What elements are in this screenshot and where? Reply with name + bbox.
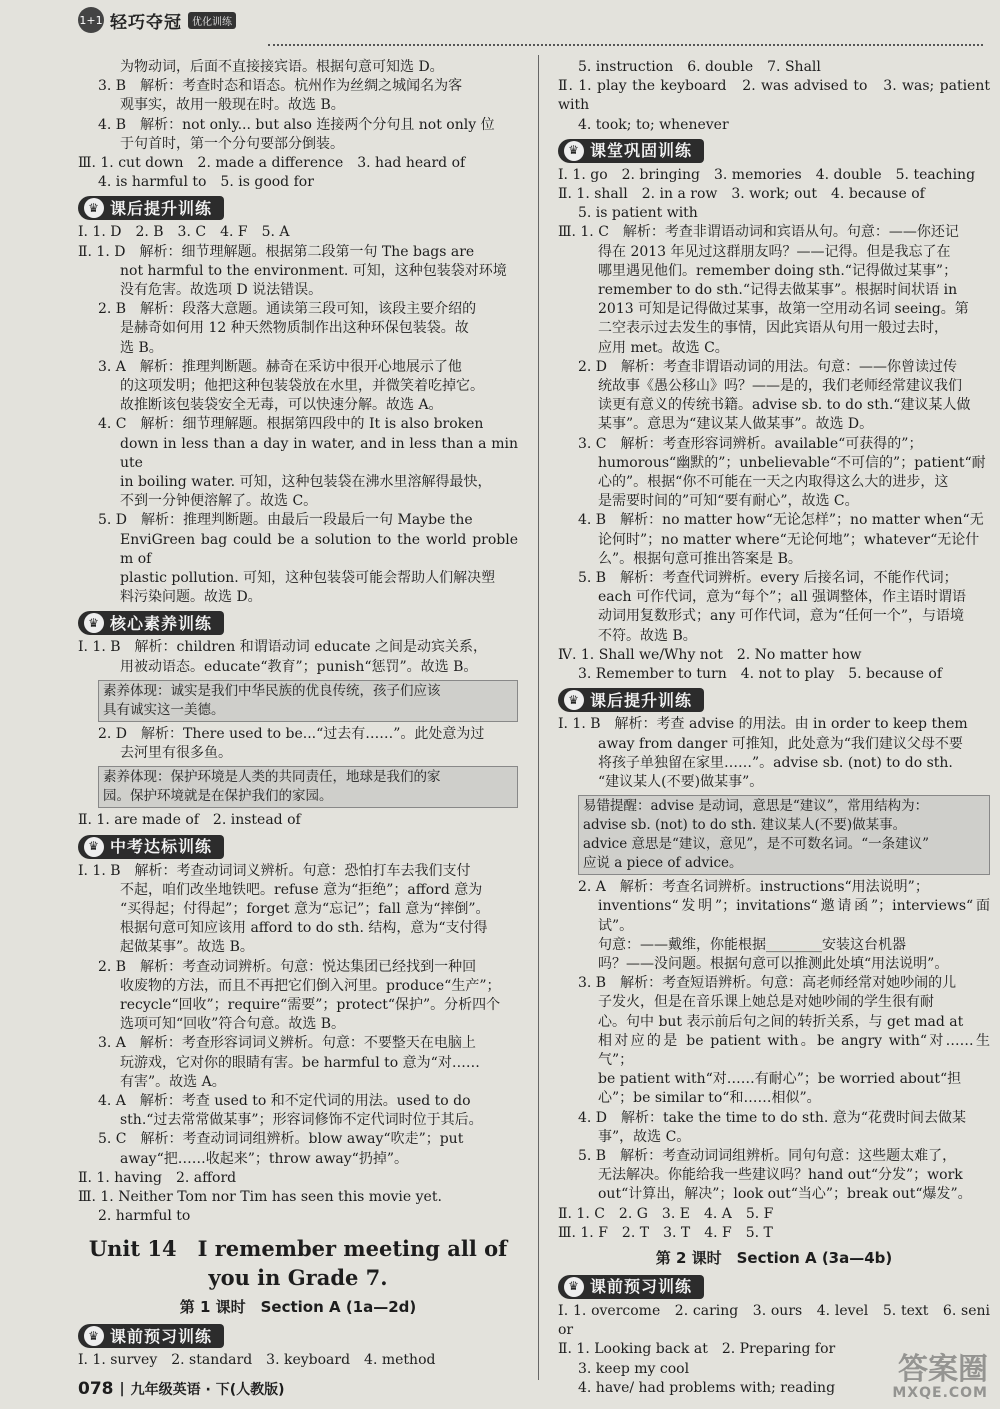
answer-line: 应用 met。故选 C。	[598, 339, 729, 356]
section-heading-label: 课前预习训练	[590, 1277, 693, 1297]
answer-line: Ⅰ. 1. B 解析：children 和谓语动词 educate 之间是动宾关系，	[78, 639, 488, 656]
watermark-main: 答案圈	[898, 1352, 988, 1387]
answer-line: Ⅱ. 1. shall 2. in a row 3. work; out 4. because of	[558, 186, 925, 203]
answer-line: 心。句中 but 表示前后句之间的转折关系，与 get mad at	[598, 1013, 964, 1030]
answer-line: 将孩子单独留在家里……”。advise sb. (not) to do sth.	[598, 754, 953, 771]
answer-line: Ⅱ. 1. play the keyboard 2. was advised to 3. was; patient with	[558, 78, 990, 114]
answer-line: Ⅰ. 1. overcome 2. caring 3. ours 4. level 5. text 6. senior	[558, 1302, 990, 1339]
header-divider	[268, 44, 983, 46]
answer-line: 用被动语态。educate“教育”；punish“惩罚”。故选 B。	[120, 658, 478, 675]
answer-line: 2. B 解析：考查动词辨析。句意：悦达集团已经找到一种回	[98, 958, 477, 975]
answer-line: 3. Remember to turn 4. not to play 5. because of	[578, 666, 943, 683]
answer-line: 3. A 解析：推理判断题。赫奇在采访中很开心地展示了他	[98, 358, 462, 375]
answer-line: 心的”。根据“你不可能在一天之内取得这么大的进步，这	[598, 474, 949, 491]
answer-line: Ⅱ. 1. having 2. afford	[78, 1169, 237, 1186]
lesson-title: 第 1 课时 Section A (1a—2d)	[179, 1298, 417, 1317]
answer-line: 事”，故选 C。	[598, 1128, 691, 1145]
crown-icon: ♛	[564, 690, 584, 710]
note-box	[98, 766, 518, 808]
section-heading	[78, 835, 224, 859]
answer-line: 玩游戏，它对你的眼睛有害。be harmful to 意为“对……	[120, 1054, 480, 1071]
answer-line: plastic pollution. 可知，这种包装袋可能会帮助人们解决塑	[120, 570, 496, 587]
answer-line: 4. B 解析：not only... but also 连接两个分句且 not only 位	[98, 116, 495, 133]
answer-line: sth.“过去常常做某事”；形容词修饰不定代词时位于其后。	[120, 1112, 483, 1129]
section-heading	[558, 1275, 704, 1299]
answer-line: 选项可知“回收”符合句意。故选 B。	[120, 1016, 346, 1033]
answer-line: each 可作代词，意为“每个”；all 强调整体，作主语时谓语	[598, 589, 967, 606]
answer-line: not harmful to the environment. 可知，这种包装袋对环境	[120, 262, 507, 279]
crown-icon: ♛	[564, 141, 584, 161]
answer-line: 3. C 解析：考查形容词辨析。available“可获得的”；	[578, 435, 923, 452]
note-line: 易错提醒：advise 是动词，意思是“建议”，常用结构为：	[583, 798, 929, 815]
section-heading	[558, 139, 704, 163]
answer-line: humorous“幽默的”；unbelievable“不可信的”；patient“耐	[598, 454, 986, 471]
page-number: 078	[78, 1379, 114, 1399]
answer-line: 3. B 解析：考查时态和语态。杭州作为丝绸之城闻名为客	[98, 78, 463, 95]
answer-line: 某事”。意思为“建议某人做某事”。故选 D。	[598, 416, 874, 433]
answer-line: be patient with“对……有耐心”；be worried about“担	[598, 1071, 962, 1088]
note-line: 应说 a piece of advice。	[583, 855, 743, 872]
answer-line: 2. A 解析：考查名词辨析。instructions“用法说明”；	[578, 879, 929, 896]
answer-line: “买得起；付得起”；forget 意为“忘记”；fall 意为“摔倒”。	[120, 900, 490, 917]
answer-line: 4. have/ had problems with; reading	[578, 1379, 836, 1396]
answer-line: 观事实，故用一般现在时。故选 B。	[120, 97, 345, 114]
answer-line: 4. is harmful to 5. is good for	[98, 174, 314, 191]
answer-line: 2. D 解析：考查非谓语动词的用法。句意：——你曾读过传	[578, 358, 958, 375]
page-header	[78, 4, 983, 40]
answer-line: in boiling water. 可知，这种包装袋在沸水里溶解得最快，	[120, 474, 492, 491]
answer-line: away from danger 可推知，此处意为“我们建议父母不要	[598, 735, 963, 752]
answer-line: 4. B 解析：no matter how“无论怎样”；no matter when“无	[578, 512, 984, 529]
answer-line: 子发火，但是在音乐课上她总是对她吵闹的学生很有耐	[598, 994, 934, 1011]
answer-line: 二空表示过去发生的事情，因此宾语从句用一般过去时，	[598, 320, 948, 337]
answer-line: Ⅰ. 1. B 解析：考查动词词义辨析。句意：恐怕打车去我们支付	[78, 862, 471, 879]
answer-line: Ⅲ. 1. C 解析：考查非谓语动词和宾语从句。句意：——你还记	[558, 224, 959, 241]
unit-title	[78, 1234, 518, 1292]
answer-line: 心”；be similar to“和……相似”。	[598, 1090, 821, 1107]
unit-title-line: Unit 14 I remember meeting all of	[88, 1236, 508, 1262]
answer-line: 4. C 解析：细节理解题。根据第四段中的 It is also broken	[98, 416, 484, 433]
answer-line: 的这项发明；他把这种包装袋放在水里，并微笑着吃掉它。	[120, 378, 484, 395]
answer-line: 5. D 解析：推理判断题。由最后一段最后一句 Maybe the	[98, 512, 473, 529]
answer-line: 料污染问题。故选 D。	[120, 589, 262, 606]
brand-subtitle: 优化训练	[188, 12, 236, 29]
answer-line: Ⅱ. 1. Looking back at 2. Preparing for	[558, 1341, 836, 1358]
answer-line: Ⅲ. 1. Neither Tom nor Tim has seen this movie yet.	[78, 1188, 442, 1205]
answer-line: Ⅰ. 1. D 2. B 3. C 4. F 5. A	[78, 224, 290, 241]
answer-line: 选 B。	[120, 339, 163, 356]
right-column	[558, 58, 990, 1398]
crown-icon: ♛	[84, 837, 104, 857]
answer-line: 得在 2013 年见过这群朋友吗？——记得。但是我忘了在	[598, 243, 951, 260]
answer-line: 3. B 解析：考查短语辨析。句意：高老师经常对她吵闹的儿	[578, 975, 957, 992]
answer-line: 哪里遇见他们。remember doing sth.“记得做过某事”；	[598, 262, 958, 279]
section-heading-label: 课堂巩固训练	[590, 141, 693, 161]
answer-line: 故推断该包装袋安全无毒，可以快速分解。故选 A。	[120, 397, 443, 414]
answer-line: Ⅱ. 1. C 2. G 3. E 4. A 5. F	[558, 1205, 774, 1222]
crown-icon: ♛	[84, 198, 104, 218]
answer-line: Ⅱ. 1. are made of 2. instead of	[78, 812, 301, 829]
note-line: 素养体现：诚实是我们中华民族的优良传统，孩子们应该	[103, 682, 441, 699]
note-line: advice 意思是“建议，意见”，是不可数名词。“一条建议”	[583, 836, 930, 853]
answer-line: 读更有意义的传统书籍。advise sb. to do sth.“建议某人做	[598, 397, 971, 414]
answer-line: Ⅳ. 1. Shall we/Why not 2. No matter how	[558, 646, 862, 663]
logo-badge-icon: 1+1	[78, 7, 104, 33]
note-line: 园。保护环境就是在保护我们的家园。	[103, 788, 333, 805]
answer-line: 不起，咱们改坐地铁吧。refuse 意为“拒绝”；afford 意为	[120, 881, 483, 898]
answer-line: 2013 可知是记得做过某事，故第一空用动名词 seeing。第	[598, 301, 969, 318]
left-column	[78, 58, 518, 1371]
answer-line: 3. keep my cool	[578, 1360, 690, 1377]
note-line: 具有诚实这一美德。	[103, 701, 225, 718]
answer-line: 吗？——没问题。根据句意可以推测此处填“用法说明”。	[598, 955, 949, 972]
crown-icon: ♛	[564, 1277, 584, 1297]
answer-line: inventions“发明”；invitations“邀请函”；interviews“面试”。	[598, 898, 990, 934]
answer-line: 动词用复数形式；any 可作代词，意为“任何一个”，与语境	[598, 608, 965, 625]
answer-line: 不到一分钟便溶解了。故选 C。	[120, 493, 318, 510]
watermark-site: MXQE.COM	[892, 1385, 988, 1401]
section-heading-label: 课前预习训练	[110, 1326, 213, 1346]
answer-line: 统故事《愚公移山》吗？——是的，我们老师经常建议我们	[598, 378, 962, 395]
answer-line: Ⅰ. 1. survey 2. standard 3. keyboard 4. method	[78, 1352, 436, 1369]
answer-line: recycle“回收”；require“需要”；protect“保护”。分析四个	[120, 996, 501, 1013]
answer-line: out“计算出，解决”；look out“当心”；break out“爆发”。	[598, 1186, 972, 1203]
book-title: 九年级英语 · 下(人教版)	[130, 1382, 285, 1398]
answer-line: 么”。根据句意可推出答案是 B。	[598, 550, 802, 567]
answer-line: “建议某人(不要)做某事”。	[598, 773, 764, 790]
footer-separator: |	[119, 1381, 125, 1397]
note-line: 素养体现：保护环境是人类的共同责任，地球是我们的家	[103, 769, 441, 786]
answer-line: Ⅰ. 1. go 2. bringing 3. memories 4. double 5. teaching	[558, 166, 976, 183]
answer-line: 5. instruction 6. double 7. Shall	[578, 59, 821, 75]
answer-line: 4. took; to; whenever	[578, 116, 729, 133]
section-heading-label: 课后提升训练	[110, 198, 213, 218]
answer-line: Ⅲ. 1. cut down 2. made a difference 3. had heard of	[78, 155, 466, 172]
answer-line: 5. is patient with	[578, 205, 698, 222]
answer-line: 起做某事”。故选 B。	[120, 939, 254, 956]
note-box	[578, 795, 990, 875]
answer-line: 于句首时，第一个分句要部分倒装。	[120, 135, 344, 152]
answer-line: 有害”。故选 A。	[120, 1073, 226, 1090]
note-box	[98, 680, 518, 722]
section-heading	[78, 1324, 224, 1348]
section-heading	[78, 611, 224, 635]
answer-line: 5. C 解析：考查动词词组辨析。blow away“吹走”；put	[98, 1131, 464, 1148]
crown-icon: ♛	[84, 613, 104, 633]
answer-line: 去河里有很多鱼。	[120, 745, 232, 762]
answer-line: 5. B 解析：考查动词词组辨析。同句句意：这些题太难了，	[578, 1147, 957, 1164]
answer-line: 5. B 解析：考查代词辨析。every 后接名词，不能作代词；	[578, 570, 958, 587]
lesson-title: 第 2 课时 Section A (3a—4b)	[655, 1248, 893, 1267]
section-heading-label: 核心素养训练	[110, 613, 213, 633]
answer-line: 收废物的方法，而且不再把它们倒入河里。produce“生产”；	[120, 977, 501, 994]
note-line: advise sb. (not) to do sth. 建议某人(不要)做某事。	[583, 817, 907, 834]
answer-line: 2. D 解析：There used to be...“过去有……”。此处意为过	[98, 725, 485, 742]
answer-line: Ⅱ. 1. D 解析：细节理解题。根据第二段第一句 The bags are	[78, 243, 475, 260]
answer-line: Ⅰ. 1. B 解析：考查 advise 的用法。由 in order to keep them	[558, 716, 968, 733]
answer-line: 论何时”；no matter where“无论何地”；whatever“无论什	[598, 531, 980, 548]
answer-line: EnviGreen bag could be a solution to the world problem of	[120, 531, 518, 567]
answer-line: down in less than a day in water, and in less than a minute	[120, 435, 518, 471]
answer-line: 是需要时间的”可知“要有耐心”，故选 C。	[598, 493, 859, 510]
answer-line: 3. A 解析：考查形容词词义辨析。句意：不要整天在电脑上	[98, 1035, 476, 1052]
section-heading	[78, 196, 224, 220]
unit-title-line: you in Grade 7.	[208, 1265, 388, 1291]
answer-line: 句意：——戴维，你能根据________安装这台机器	[598, 936, 906, 953]
section-heading	[558, 688, 704, 712]
brand-logo	[78, 6, 236, 34]
watermark	[838, 1352, 988, 1405]
answer-line: Ⅲ. 1. F 2. T 3. T 4. F 5. T	[558, 1224, 773, 1241]
section-heading-label: 课后提升训练	[590, 690, 693, 710]
answer-line: 是赫奇如何用 12 种天然物质制作出这种环保包装袋。故	[120, 320, 469, 337]
answer-line: 相对应的是 be patient with。be angry with“对……生气”；	[598, 1032, 990, 1068]
answer-line: 根据句意可知应该用 afford to do sth. 结构，意为“支付得	[120, 920, 488, 937]
column-divider	[538, 55, 539, 1380]
answer-line: 不符。故选 B。	[598, 627, 697, 644]
answer-line: 没有危害。故选项 D 说法错误。	[120, 282, 323, 299]
answer-line: away“把……收起来”；throw away“扔掉”。	[120, 1150, 408, 1167]
crown-icon: ♛	[84, 1326, 104, 1346]
answer-line: 4. D 解析：take the time to do sth. 意为“花费时间去做某	[578, 1109, 966, 1126]
section-heading-label: 中考达标训练	[110, 836, 213, 856]
answer-line: 为物动词，后面不直接接宾语。根据句意可知选 D。	[120, 59, 444, 75]
brand-name: 轻巧夺冠	[110, 12, 182, 33]
answer-line: 2. harmful to	[98, 1208, 191, 1225]
answer-line: 无法解决。你能给我一些建议吗？hand out“分发”；work	[598, 1167, 963, 1184]
answer-line: 2. B 解析：段落大意题。通读第三段可知，该段主要介绍的	[98, 301, 477, 318]
answer-line: remember to do sth.“记得去做某事”。根据时间状语 in	[598, 282, 958, 299]
answer-line: 4. A 解析：考查 used to 和不定代词的用法。used to do	[98, 1092, 471, 1109]
page-footer	[78, 1379, 285, 1399]
